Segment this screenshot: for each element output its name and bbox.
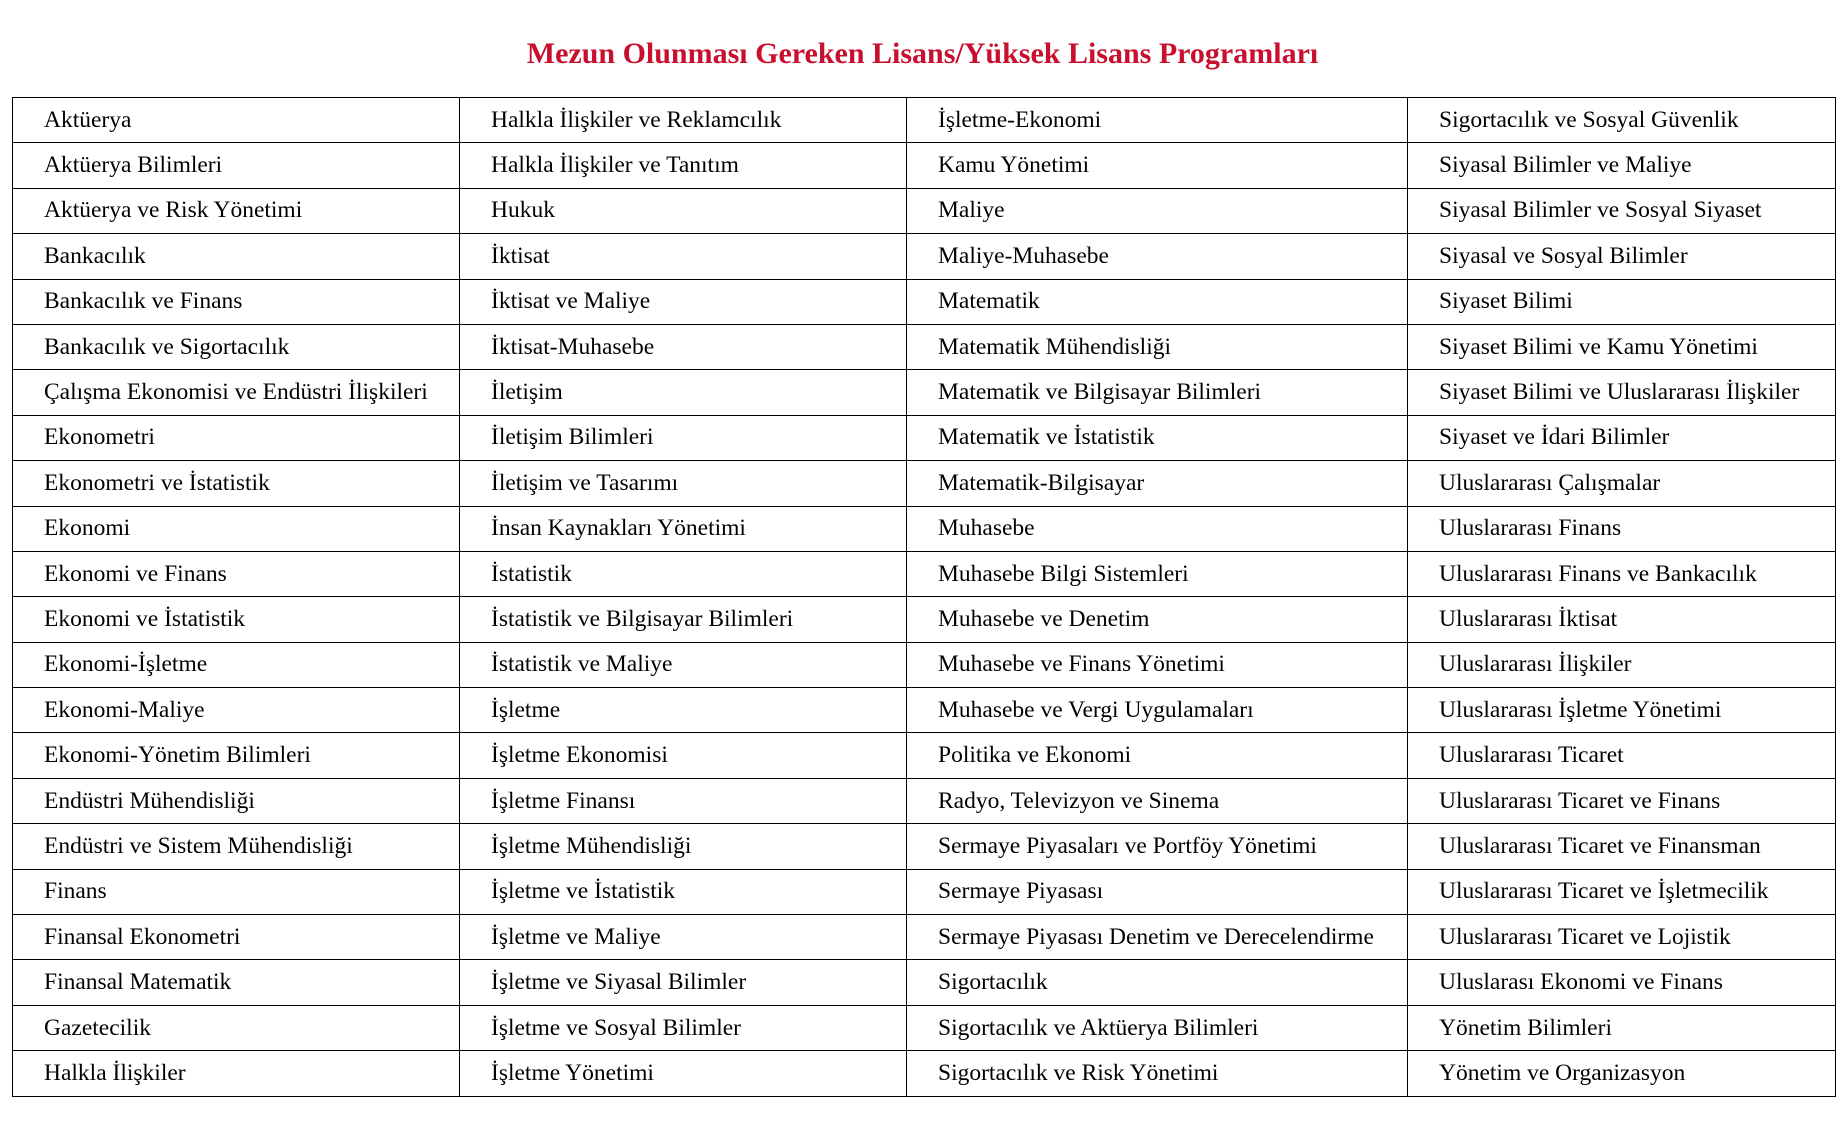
program-cell: Halkla İlişkiler [13, 1051, 460, 1096]
table-row [13, 98, 1836, 143]
program-cell: İşletme ve Sosyal Bilimler [460, 1005, 907, 1050]
program-cell: Uluslararası İlişkiler [1408, 642, 1836, 687]
table-row [13, 960, 1836, 1005]
program-cell: Ekonomi-İşletme [13, 642, 460, 687]
program-cell: Sermaye Piyasası [907, 869, 1408, 914]
program-cell: Halkla İlişkiler ve Tanıtım [460, 143, 907, 188]
program-cell: Uluslararası İşletme Yönetimi [1408, 688, 1836, 733]
program-cell: Ekonomi-Yönetim Bilimleri [13, 733, 460, 778]
program-cell: Muhasebe ve Vergi Uygulamaları [907, 688, 1408, 733]
program-cell: İşletme-Ekonomi [907, 98, 1408, 143]
program-cell: Çalışma Ekonomisi ve Endüstri İlişkileri [13, 370, 460, 415]
program-cell: Halkla İlişkiler ve Reklamcılık [460, 98, 907, 143]
program-cell: İktisat-Muhasebe [460, 324, 907, 369]
table-row [13, 188, 1836, 233]
program-cell: Ekonomi ve İstatistik [13, 597, 460, 642]
program-cell: Yönetim Bilimleri [1408, 1005, 1836, 1050]
program-cell: Siyaset Bilimi ve Uluslararası İlişkiler [1408, 370, 1836, 415]
program-cell: Uluslarası Ekonomi ve Finans [1408, 960, 1836, 1005]
table-row [13, 733, 1836, 778]
table-row [13, 915, 1836, 960]
program-cell: Matematik [907, 279, 1408, 324]
program-cell: İşletme Yönetimi [460, 1051, 907, 1096]
program-cell: Bankacılık ve Finans [13, 279, 460, 324]
program-cell: Uluslararası Ticaret ve Finansman [1408, 824, 1836, 869]
program-cell: Uluslararası Ticaret [1408, 733, 1836, 778]
program-cell: İktisat [460, 234, 907, 279]
table-row [13, 824, 1836, 869]
table-row [13, 778, 1836, 823]
program-cell: Hukuk [460, 188, 907, 233]
program-cell: Matematik ve İstatistik [907, 415, 1408, 460]
program-cell: İşletme ve İstatistik [460, 869, 907, 914]
program-cell: İktisat ve Maliye [460, 279, 907, 324]
program-cell: Uluslararası Ticaret ve İşletmecilik [1408, 869, 1836, 914]
program-cell: Siyaset Bilimi [1408, 279, 1836, 324]
programs-table-body [13, 98, 1836, 1097]
program-cell: İletişim ve Tasarımı [460, 461, 907, 506]
program-cell: Matematik ve Bilgisayar Bilimleri [907, 370, 1408, 415]
program-cell: Sermaye Piyasası Denetim ve Derecelendirme [907, 915, 1408, 960]
program-cell: Kamu Yönetimi [907, 143, 1408, 188]
program-cell: Siyaset Bilimi ve Kamu Yönetimi [1408, 324, 1836, 369]
program-cell: Muhasebe Bilgi Sistemleri [907, 551, 1408, 596]
program-cell: Siyasal ve Sosyal Bilimler [1408, 234, 1836, 279]
program-cell: Sigortacılık ve Risk Yönetimi [907, 1051, 1408, 1096]
program-cell: Radyo, Televizyon ve Sinema [907, 778, 1408, 823]
program-cell: Politika ve Ekonomi [907, 733, 1408, 778]
program-cell: Endüstri ve Sistem Mühendisliği [13, 824, 460, 869]
program-cell: İnsan Kaynakları Yönetimi [460, 506, 907, 551]
program-cell: Muhasebe ve Denetim [907, 597, 1408, 642]
program-cell: Ekonomi-Maliye [13, 688, 460, 733]
table-row [13, 551, 1836, 596]
programs-table [12, 97, 1836, 1097]
program-cell: Bankacılık ve Sigortacılık [13, 324, 460, 369]
program-cell: Yönetim ve Organizasyon [1408, 1051, 1836, 1096]
program-cell: İstatistik ve Maliye [460, 642, 907, 687]
program-cell: Endüstri Mühendisliği [13, 778, 460, 823]
program-cell: Uluslararası Ticaret ve Lojistik [1408, 915, 1836, 960]
program-cell: Muhasebe ve Finans Yönetimi [907, 642, 1408, 687]
table-row [13, 415, 1836, 460]
program-cell: Maliye-Muhasebe [907, 234, 1408, 279]
table-row [13, 869, 1836, 914]
program-cell: İşletme Ekonomisi [460, 733, 907, 778]
program-cell: Ekonomi [13, 506, 460, 551]
program-cell: Uluslararası İktisat [1408, 597, 1836, 642]
program-cell: Matematik-Bilgisayar [907, 461, 1408, 506]
table-row [13, 234, 1836, 279]
table-row [13, 461, 1836, 506]
program-cell: Ekonometri [13, 415, 460, 460]
program-cell: Muhasebe [907, 506, 1408, 551]
program-cell: Matematik Mühendisliği [907, 324, 1408, 369]
program-cell: Sermaye Piyasaları ve Portföy Yönetimi [907, 824, 1408, 869]
table-row [13, 506, 1836, 551]
document-title: Mezun Olunması Gereken Lisans/Yüksek Lisans Programları [526, 37, 1319, 70]
program-cell: Ekonomi ve Finans [13, 551, 460, 596]
table-row [13, 1051, 1836, 1096]
program-cell: Sigortacılık ve Sosyal Güvenlik [1408, 98, 1836, 143]
program-cell: Siyaset ve İdari Bilimler [1408, 415, 1836, 460]
program-cell: İşletme [460, 688, 907, 733]
program-cell: Uluslararası Finans [1408, 506, 1836, 551]
program-cell: Ekonometri ve İstatistik [13, 461, 460, 506]
program-cell: İletişim [460, 370, 907, 415]
table-row [13, 597, 1836, 642]
table-row [13, 324, 1836, 369]
program-cell: İşletme Finansı [460, 778, 907, 823]
program-cell: Bankacılık [13, 234, 460, 279]
program-cell: İstatistik ve Bilgisayar Bilimleri [460, 597, 907, 642]
program-cell: Siyasal Bilimler ve Sosyal Siyaset [1408, 188, 1836, 233]
program-cell: Gazetecilik [13, 1005, 460, 1050]
program-cell: Uluslararası Ticaret ve Finans [1408, 778, 1836, 823]
program-cell: Sigortacılık [907, 960, 1408, 1005]
program-cell: Sigortacılık ve Aktüerya Bilimleri [907, 1005, 1408, 1050]
table-row [13, 279, 1836, 324]
program-cell: İstatistik [460, 551, 907, 596]
program-cell: Aktüerya Bilimleri [13, 143, 460, 188]
table-row [13, 688, 1836, 733]
program-cell: Uluslararası Finans ve Bankacılık [1408, 551, 1836, 596]
table-row [13, 1005, 1836, 1050]
program-cell: Aktüerya [13, 98, 460, 143]
table-row [13, 370, 1836, 415]
program-cell: İşletme Mühendisliği [460, 824, 907, 869]
program-cell: Aktüerya ve Risk Yönetimi [13, 188, 460, 233]
program-cell: İşletme ve Maliye [460, 915, 907, 960]
program-cell: Finansal Matematik [13, 960, 460, 1005]
table-row [13, 143, 1836, 188]
program-cell: Finansal Ekonometri [13, 915, 460, 960]
program-cell: İşletme ve Siyasal Bilimler [460, 960, 907, 1005]
program-cell: Maliye [907, 188, 1408, 233]
program-cell: Siyasal Bilimler ve Maliye [1408, 143, 1836, 188]
program-cell: Finans [13, 869, 460, 914]
table-row [13, 642, 1836, 687]
program-cell: İletişim Bilimleri [460, 415, 907, 460]
program-cell: Uluslararası Çalışmalar [1408, 461, 1836, 506]
